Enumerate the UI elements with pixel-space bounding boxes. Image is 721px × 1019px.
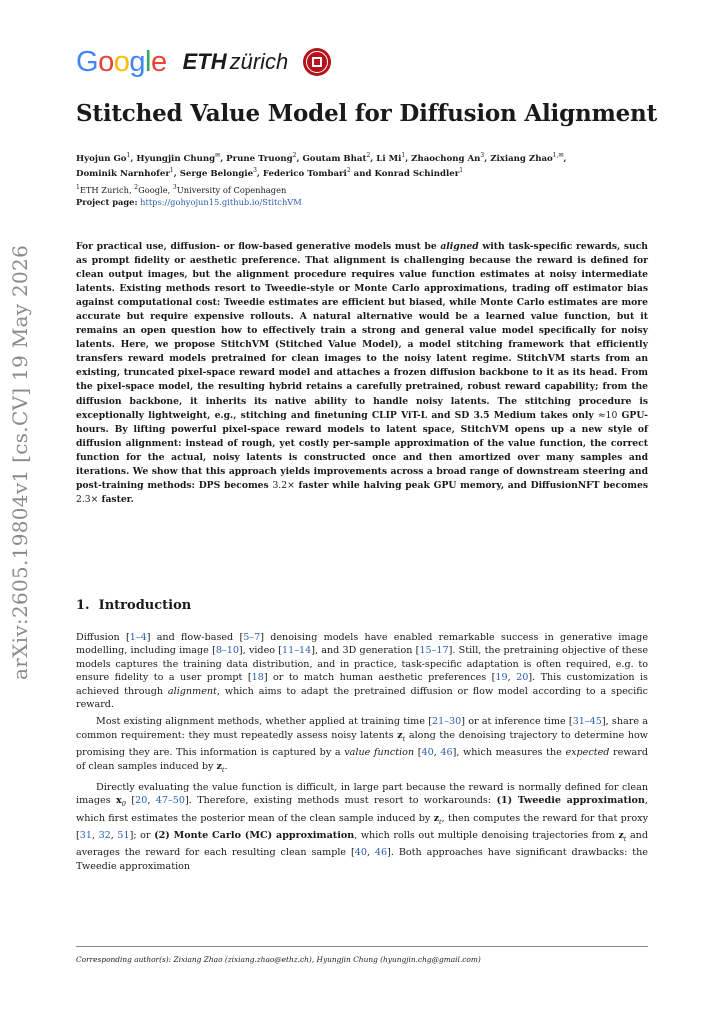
citation-link[interactable]: 19 (495, 672, 508, 684)
text-run: ] denoising models have enabled remarkable success in generative image modelling, including image [ (76, 632, 648, 657)
section-title: Introduction (98, 598, 192, 613)
text-run: with task-specific rewards, such as prompt fidelity or aesthetic preference. That alignment is challenging because the reward is defined for clean output images, but the alignment procedure requires value function estimates at noisy intermediate latents. Existing methods resort to Tweedie-style or Monte Carlo approximations, trading off estimator bias against computational cost: Tweedie estimates are efficient but biased, while Monte Carlo estimates are more accurate but require expensive rollouts. A natural alternative would be a learned value function, but it remains an open question how to effectively train a strong and general value model specifically for noisy latents. Here, we propose StitchVM (Stitched Value Model), a model stitching framework that efficiently transfers reward models pretrained for clean images to the noisy latent regime. StitchVM starts from an existing, truncated pixel-space reward model and attaches a frozen diffusion backbone to it as its head. From the pixel-space model, the resulting hybrid retains a carefully pretrained, robust reward capability; from the diffusion backbone, it inherits its native ability to handle noisy latents. The stitching procedure is exceptionally lightweight, e.g., stitching and finetuning CLIP ViT-L and SD 3.5 Medium takes only (76, 241, 648, 421)
author-affiliation-mark: 1 (459, 166, 464, 174)
author-name: Hyungjin Chung (136, 153, 216, 164)
text-run: , which aims to adapt the pretrained diffusion or flow model according to a specific reward. (76, 685, 648, 711)
author-affiliation-mark: 2 (366, 152, 371, 159)
text-run: ] or to match human aesthetic preferences [ (263, 672, 496, 684)
text-run: , which rolls out multiple denoising trajectories from (354, 829, 619, 841)
text-run: , (507, 672, 517, 684)
text-run: ] or at inference time [ (461, 716, 573, 728)
text-run: ]; or (129, 829, 155, 841)
affiliation-mark: 1 (76, 184, 80, 191)
google-logo-letter: o (98, 45, 114, 78)
text-run: , which first estimates the posterior mean of the clean sample induced by (76, 795, 648, 824)
text-run: z (397, 729, 403, 741)
citation-link[interactable]: 31 (79, 829, 92, 841)
author-affiliation-mark: 3 (480, 152, 485, 159)
citation-link[interactable]: 46 (374, 847, 388, 859)
text-run: ], video [ (238, 645, 283, 657)
citation-link[interactable]: 20 (135, 795, 148, 807)
text-run: [ (125, 795, 136, 807)
text-run: , then computes the reward for that proxy [ (76, 812, 648, 841)
google-logo-letter: e (150, 45, 167, 78)
text-run: GPU-hours. By lifting powerful pixel-space reward models to latent space, StitchVM opens up a new style of diffusion alignment: instead of rough, yet costly per-sample approximation of the value function, the correct function for the actual, noisy latents is constructed once and then amortized over many samples and iterations. We show that this approach yields improvements across a broad range of downstream steering and post-training methods: DPS becomes (76, 409, 648, 491)
google-logo-letter: o (113, 45, 130, 78)
text-run: ≈10 (597, 409, 618, 421)
text-run: ], which measures the (452, 747, 566, 759)
project-page-link[interactable]: https://gohyojun15.github.io/StitchVM (140, 197, 302, 207)
citation-link[interactable]: 51 (117, 829, 130, 841)
author-affiliation-mark: 2 (292, 152, 297, 159)
text-run: (1) Tweedie approximation (496, 795, 645, 807)
author-name: Serge Belongie (179, 168, 254, 179)
google-logo-letter: g (129, 45, 145, 78)
text-run: z (216, 760, 222, 772)
author-name: Konrad Schindler (374, 168, 460, 179)
text-run: Most existing alignment methods, whether applied at training time [ (96, 716, 432, 728)
text-run: , (433, 747, 441, 759)
header-logos (76, 44, 332, 80)
text-run: t (623, 834, 627, 843)
citation-link[interactable]: 11–14 (282, 645, 312, 657)
citation-link[interactable]: 32 (98, 829, 111, 841)
author-affiliation-mark: 1 (401, 152, 406, 159)
author-affiliation-mark: 1 (169, 166, 174, 174)
abstract (76, 240, 648, 507)
text-run: along the denoising trajectory to determine how promising they are. This information is captured by a (76, 729, 648, 759)
section-heading (76, 598, 191, 613)
citation-link[interactable]: 40 (421, 747, 434, 759)
text-run: value function (344, 747, 415, 759)
citation-link[interactable]: 15–17 (419, 645, 449, 657)
copenhagen-seal-icon (302, 47, 332, 77)
author-affiliation-mark: ✉ (215, 152, 221, 159)
text-run: Diffusion [ (76, 632, 130, 643)
body-paragraph (76, 781, 648, 873)
citation-link[interactable]: 18 (251, 672, 264, 684)
corresponding-author-footnote: Corresponding author(s): Zixiang Zhao (zixiang.zhao@ethz.ch), Hyungjin Chung (hyungjin.chg@gmail.com) (76, 955, 481, 964)
introduction-body (76, 631, 648, 877)
citation-link[interactable]: 1–4 (129, 632, 147, 643)
author-name: Zhaochong An (411, 153, 481, 164)
project-page-label: Project page: (76, 197, 138, 207)
affiliation-name: ETH Zurich (79, 184, 130, 195)
text-run: (2) Monte Carlo (MC) approximation (154, 829, 355, 841)
text-run: ] and flow-based [ (146, 632, 244, 643)
author-name: Zixiang Zhao (490, 153, 553, 164)
text-run: aligned (440, 241, 479, 252)
text-run: 2.3× (76, 493, 99, 505)
section-number: 1. (76, 598, 90, 613)
author-list: Hyojun Go$^1$, Hyungjin Chung✉, Prune Truong$^2$, Goutam Bhat$^2$, Li Mi$^1$, Zhaochong An$^3$, Zixiang Zhao$^{1,✉}$, Dominik Narnhofer$^1$, Serge Belongie$^3$, Federico Tombari$^2$ and Konrad Schindler$^1$ (76, 152, 567, 179)
text-run: ], and 3D generation [ (311, 645, 420, 657)
citation-link[interactable]: 21–30 (431, 716, 462, 728)
text-run: ]. Still, the pretraining objective of these models captures the training data distribution, and in practice, task-specific adaptation is often required, e.g. to ensure fidelity to a user prompt [ (76, 645, 649, 684)
project-page (76, 197, 302, 208)
text-run: Directly evaluating the value function is difficult, in large part because the reward is normally defined for clean images (76, 781, 648, 807)
citation-link[interactable]: 47–50 (155, 795, 185, 807)
text-run: ]. Therefore, existing methods must resort to workarounds: (185, 795, 497, 807)
author-affiliation-mark: 3 (253, 166, 257, 174)
text-run: For practical use, diffusion- or flow-based generative models must be (76, 241, 441, 252)
affiliation-name: Google (138, 184, 168, 195)
author-name: Hyojun Go (76, 153, 127, 164)
text-run: [ (414, 747, 422, 759)
author-affiliation-mark: 1 (126, 152, 131, 159)
paper-title: Stitched Value Model for Diffusion Alignment (76, 100, 657, 127)
text-run: , (110, 829, 118, 841)
author-name: Goutam Bhat (302, 153, 367, 164)
text-run: , (366, 847, 375, 859)
text-run: ], share a common requirement: they must repeatedly assess noisy latents (76, 716, 648, 741)
citation-link[interactable]: 40 (354, 847, 367, 859)
arxiv-identifier: arXiv:2605.19804v1 [cs.CV] 19 May 2026 (8, 244, 32, 680)
author-name: Federico Tombari (262, 168, 347, 179)
text-run: t (402, 734, 406, 743)
citation-link[interactable]: 20 (516, 672, 529, 684)
author-name: Prune Truong (226, 153, 293, 164)
text-run: z (618, 829, 624, 841)
text-run: x (116, 795, 122, 807)
google-logo-letter: l (144, 45, 151, 78)
text-run: ]. Both approaches have significant drawbacks: the Tweedie approximation (76, 847, 648, 872)
eth-zurich-wordmark: zürich (229, 49, 289, 74)
text-run: expected (565, 747, 610, 759)
text-run: , (147, 795, 156, 807)
body-paragraph (76, 715, 648, 776)
text-run: 0 (121, 800, 126, 809)
author-affiliation-mark: 1,✉ (552, 152, 564, 159)
citation-link[interactable]: 5–7 (243, 632, 261, 643)
text-run: t (439, 817, 442, 826)
body-paragraph (76, 631, 648, 711)
citation-link[interactable]: 8–10 (215, 645, 239, 657)
text-run: and averages the reward for each resulting clean sample [ (76, 829, 648, 859)
footnote-divider (76, 946, 648, 947)
citation-link[interactable]: 31–45 (572, 716, 602, 728)
author-name: Li Mi (376, 153, 402, 164)
google-logo (76, 45, 167, 78)
text-run: ]. This customization is achieved through (76, 672, 648, 697)
affiliations: $^1$ETH Zurich, $^2$Google, $^3$University of Copenhagen (76, 184, 287, 195)
text-run: reward of clean samples induced by (76, 747, 648, 772)
google-logo-letter: G (76, 45, 99, 78)
text-run: alignment (167, 685, 217, 697)
citation-link[interactable]: 46 (440, 747, 453, 759)
text-run: faster. (98, 493, 134, 505)
affiliation-mark: 3 (172, 184, 177, 191)
text-run: faster while halving peak GPU memory, and DiffusionNFT becomes (294, 479, 648, 491)
text-run: 3.2× (272, 479, 295, 491)
eth-logo: ETH (182, 49, 227, 74)
affiliation-name: University of Copenhagen (176, 184, 287, 195)
text-run: t (221, 765, 225, 774)
text-run: . (224, 760, 228, 772)
text-run: z (433, 812, 440, 824)
author-affiliation-mark: 2 (346, 166, 351, 174)
author-name: Dominik Narnhofer (76, 168, 170, 179)
affiliation-mark: 2 (134, 184, 139, 191)
text-run: , (91, 829, 99, 841)
